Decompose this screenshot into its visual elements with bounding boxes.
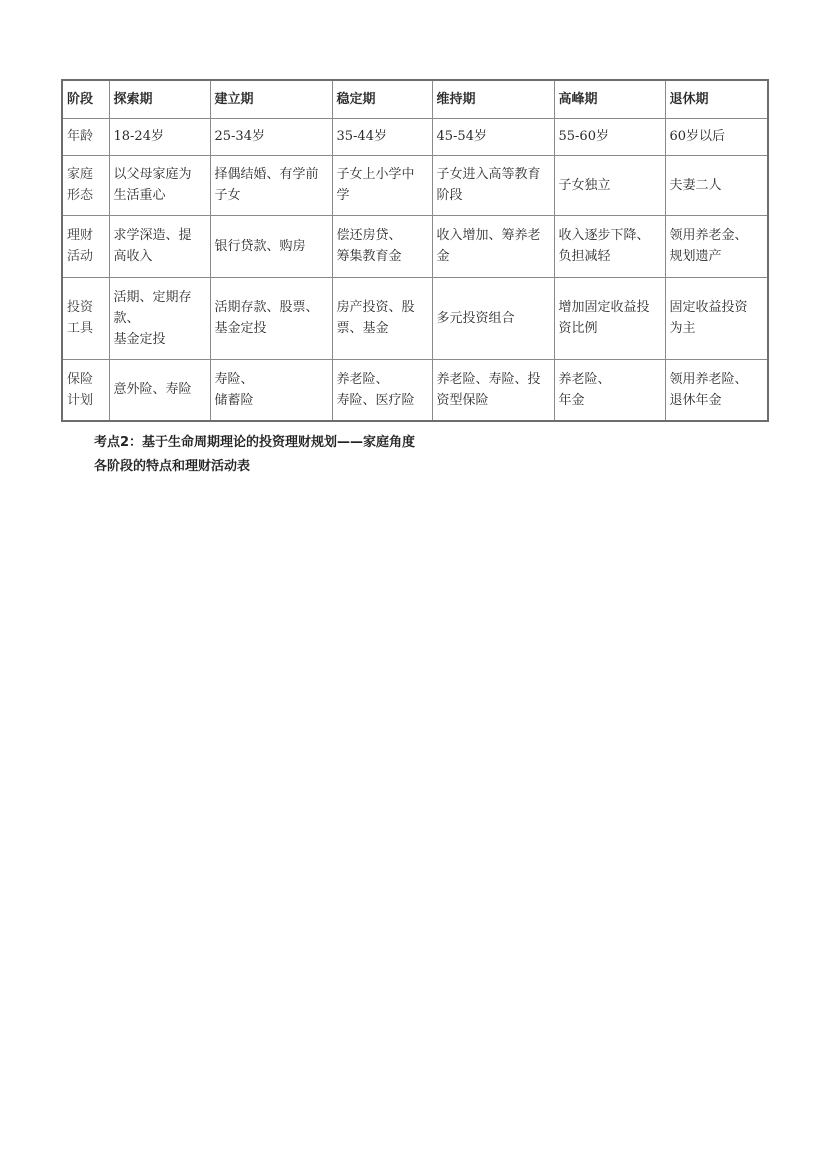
table-cell: 银行贷款、购房 [210, 215, 332, 277]
table-cell: 寿险、 储蓄险 [210, 359, 332, 421]
table-cell: 45-54岁 [432, 118, 554, 155]
table-cell: 意外险、寿险 [109, 359, 210, 421]
row-header: 保险 计划 [62, 359, 109, 421]
table-cell: 子女独立 [554, 155, 665, 215]
column-header: 阶段 [62, 80, 109, 118]
column-header: 维持期 [432, 80, 554, 118]
table-cell: 养老险、寿险、投 资型保险 [432, 359, 554, 421]
table-cell: 夫妻二人 [665, 155, 768, 215]
table-cell: 子女上小学中 学 [332, 155, 432, 215]
table-cell: 固定收益投资 为主 [665, 277, 768, 359]
table-row [62, 215, 768, 277]
table-row [62, 155, 768, 215]
table-cell: 择偶结婚、有学前 子女 [210, 155, 332, 215]
table-row [62, 277, 768, 359]
row-header: 家庭 形态 [62, 155, 109, 215]
row-header: 投资 工具 [62, 277, 109, 359]
table-cell: 领用养老险、 退休年金 [665, 359, 768, 421]
table-cell: 多元投资组合 [432, 277, 554, 359]
table-cell: 求学深造、提 高收入 [109, 215, 210, 277]
table-cell: 收入逐步下降、 负担减轻 [554, 215, 665, 277]
column-header: 退休期 [665, 80, 768, 118]
caption-subtitle: 各阶段的特点和理财活动表 [94, 459, 251, 474]
table-cell: 60岁以后 [665, 118, 768, 155]
table-cell: 子女进入高等教育 阶段 [432, 155, 554, 215]
column-header: 建立期 [210, 80, 332, 118]
table-cell: 养老险、 年金 [554, 359, 665, 421]
row-header: 年龄 [62, 118, 109, 155]
table-row [62, 359, 768, 421]
table-cell: 25-34岁 [210, 118, 332, 155]
table-cell: 偿还房贷、 筹集教育金 [332, 215, 432, 277]
table-row [62, 118, 768, 155]
table-cell: 养老险、 寿险、医疗险 [332, 359, 432, 421]
lifecycle-table [61, 79, 769, 422]
column-header: 稳定期 [332, 80, 432, 118]
table-cell: 55-60岁 [554, 118, 665, 155]
table-cell: 活期、定期存 款、 基金定投 [109, 277, 210, 359]
column-header: 探索期 [109, 80, 210, 118]
table-cell: 增加固定收益投 资比例 [554, 277, 665, 359]
table-cell: 18-24岁 [109, 118, 210, 155]
table-cell: 房产投资、股 票、基金 [332, 277, 432, 359]
row-header: 理财 活动 [62, 215, 109, 277]
table-header-row [62, 80, 768, 118]
table-cell: 以父母家庭为 生活重心 [109, 155, 210, 215]
table-cell: 收入增加、筹养老 金 [432, 215, 554, 277]
table-cell: 领用养老金、 规划遗产 [665, 215, 768, 277]
column-header: 高峰期 [554, 80, 665, 118]
table-cell: 活期存款、股票、 基金定投 [210, 277, 332, 359]
table-cell: 35-44岁 [332, 118, 432, 155]
caption-title: 考点2：基于生命周期理论的投资理财规划——家庭角度 [94, 435, 416, 450]
